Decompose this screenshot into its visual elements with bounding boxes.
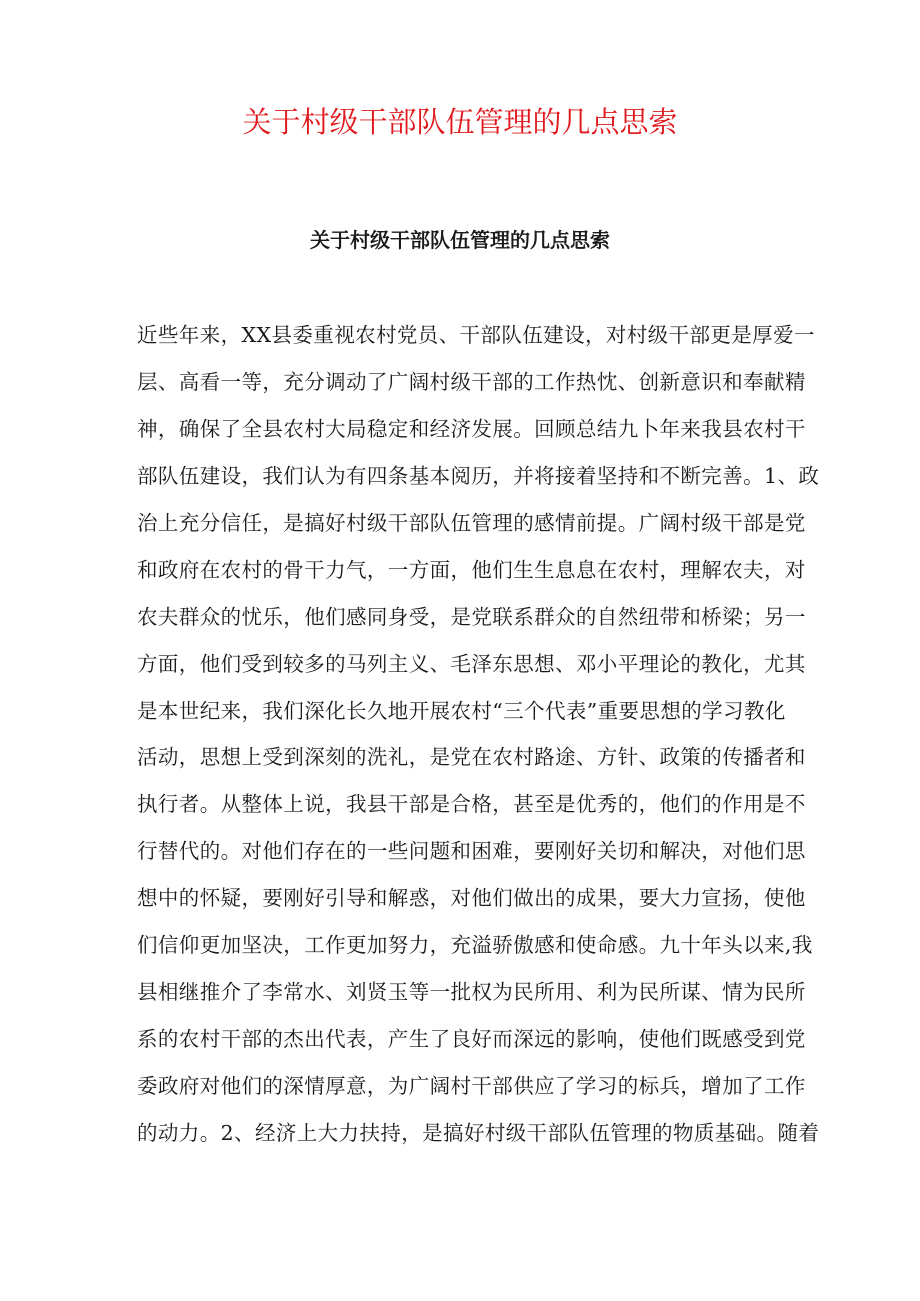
body-line: 系的农村干部的杰出代表，产生了良好而深远的影响，使他们既感受到党 — [137, 1027, 806, 1052]
body-line: 部队伍建设，我们认为有四条基本阅历，并将接着坚持和不断完善。1、政 — [137, 463, 820, 488]
body-line: 的动力。2、经济上大力扶持，是搞好村级干部队伍管理的物质基础。随着 — [137, 1120, 820, 1145]
body-line: 执行者。从整体上说，我县干部是合格，甚至是优秀的，他们的作用是不 — [137, 792, 806, 817]
body-line: 神，确保了全县农村大局稳定和经济发展。回顾总结九卜年来我县农村干 — [137, 416, 806, 441]
document-subtitle: 关于村级干部队伍管理的几点思索 — [310, 228, 610, 252]
body-line: 县相继推介了李常水、刘贤玉等一批权为民所用、利为民所谋、情为民所 — [137, 980, 806, 1005]
body-line: 行替代的。对他们存在的一些问题和困难，要刚好关切和解决，对他们思 — [137, 839, 806, 864]
body-line: 农夫群众的忧乐，他们感同身受，是党联系群众的自然纽带和桥梁；另一 — [137, 604, 806, 629]
body-line: 们信仰更加坚决，工作更加努力，充溢骄傲感和使命感。九十年头以来,我 — [137, 933, 813, 958]
document-body — [137, 312, 820, 1157]
body-line: 治上充分信任，是搞好村级干部队伍管理的感情前提。广阔村级干部是党 — [137, 510, 806, 535]
document-title: 关于村级干部队伍管理的几点思索 — [242, 105, 678, 139]
body-line: 委政府对他们的深情厚意，为广阔村干部供应了学习的标兵，增加了工作 — [137, 1074, 806, 1098]
body-line: 想中的怀疑，要刚好引导和解惑，对他们做出的成果，要大力宣扬，使他 — [137, 886, 806, 911]
body-line: 活动，思想上受到深刻的洗礼，是党在农村路途、方针、政策的传播者和 — [137, 745, 806, 770]
body-line: 方面，他们受到较多的马列主义、毛泽东思想、邓小平理论的教化，尤其 — [137, 651, 806, 676]
body-line: 和政府在农村的骨干力气，一方面，他们生生息息在农村，理解农夫，对 — [137, 557, 806, 582]
body-line: 近些年来，XX县委重视农村党员、干部队伍建设，对村级干部更是厚爱一 — [137, 323, 815, 347]
body-line: 是本世纪来，我们深化长久地开展农村“三个代表”重要思想的学习教化 — [137, 698, 786, 723]
body-line: 层、高看一等，充分调动了广阔村级干部的工作热忱、创新意识和奉献精 — [137, 369, 806, 394]
